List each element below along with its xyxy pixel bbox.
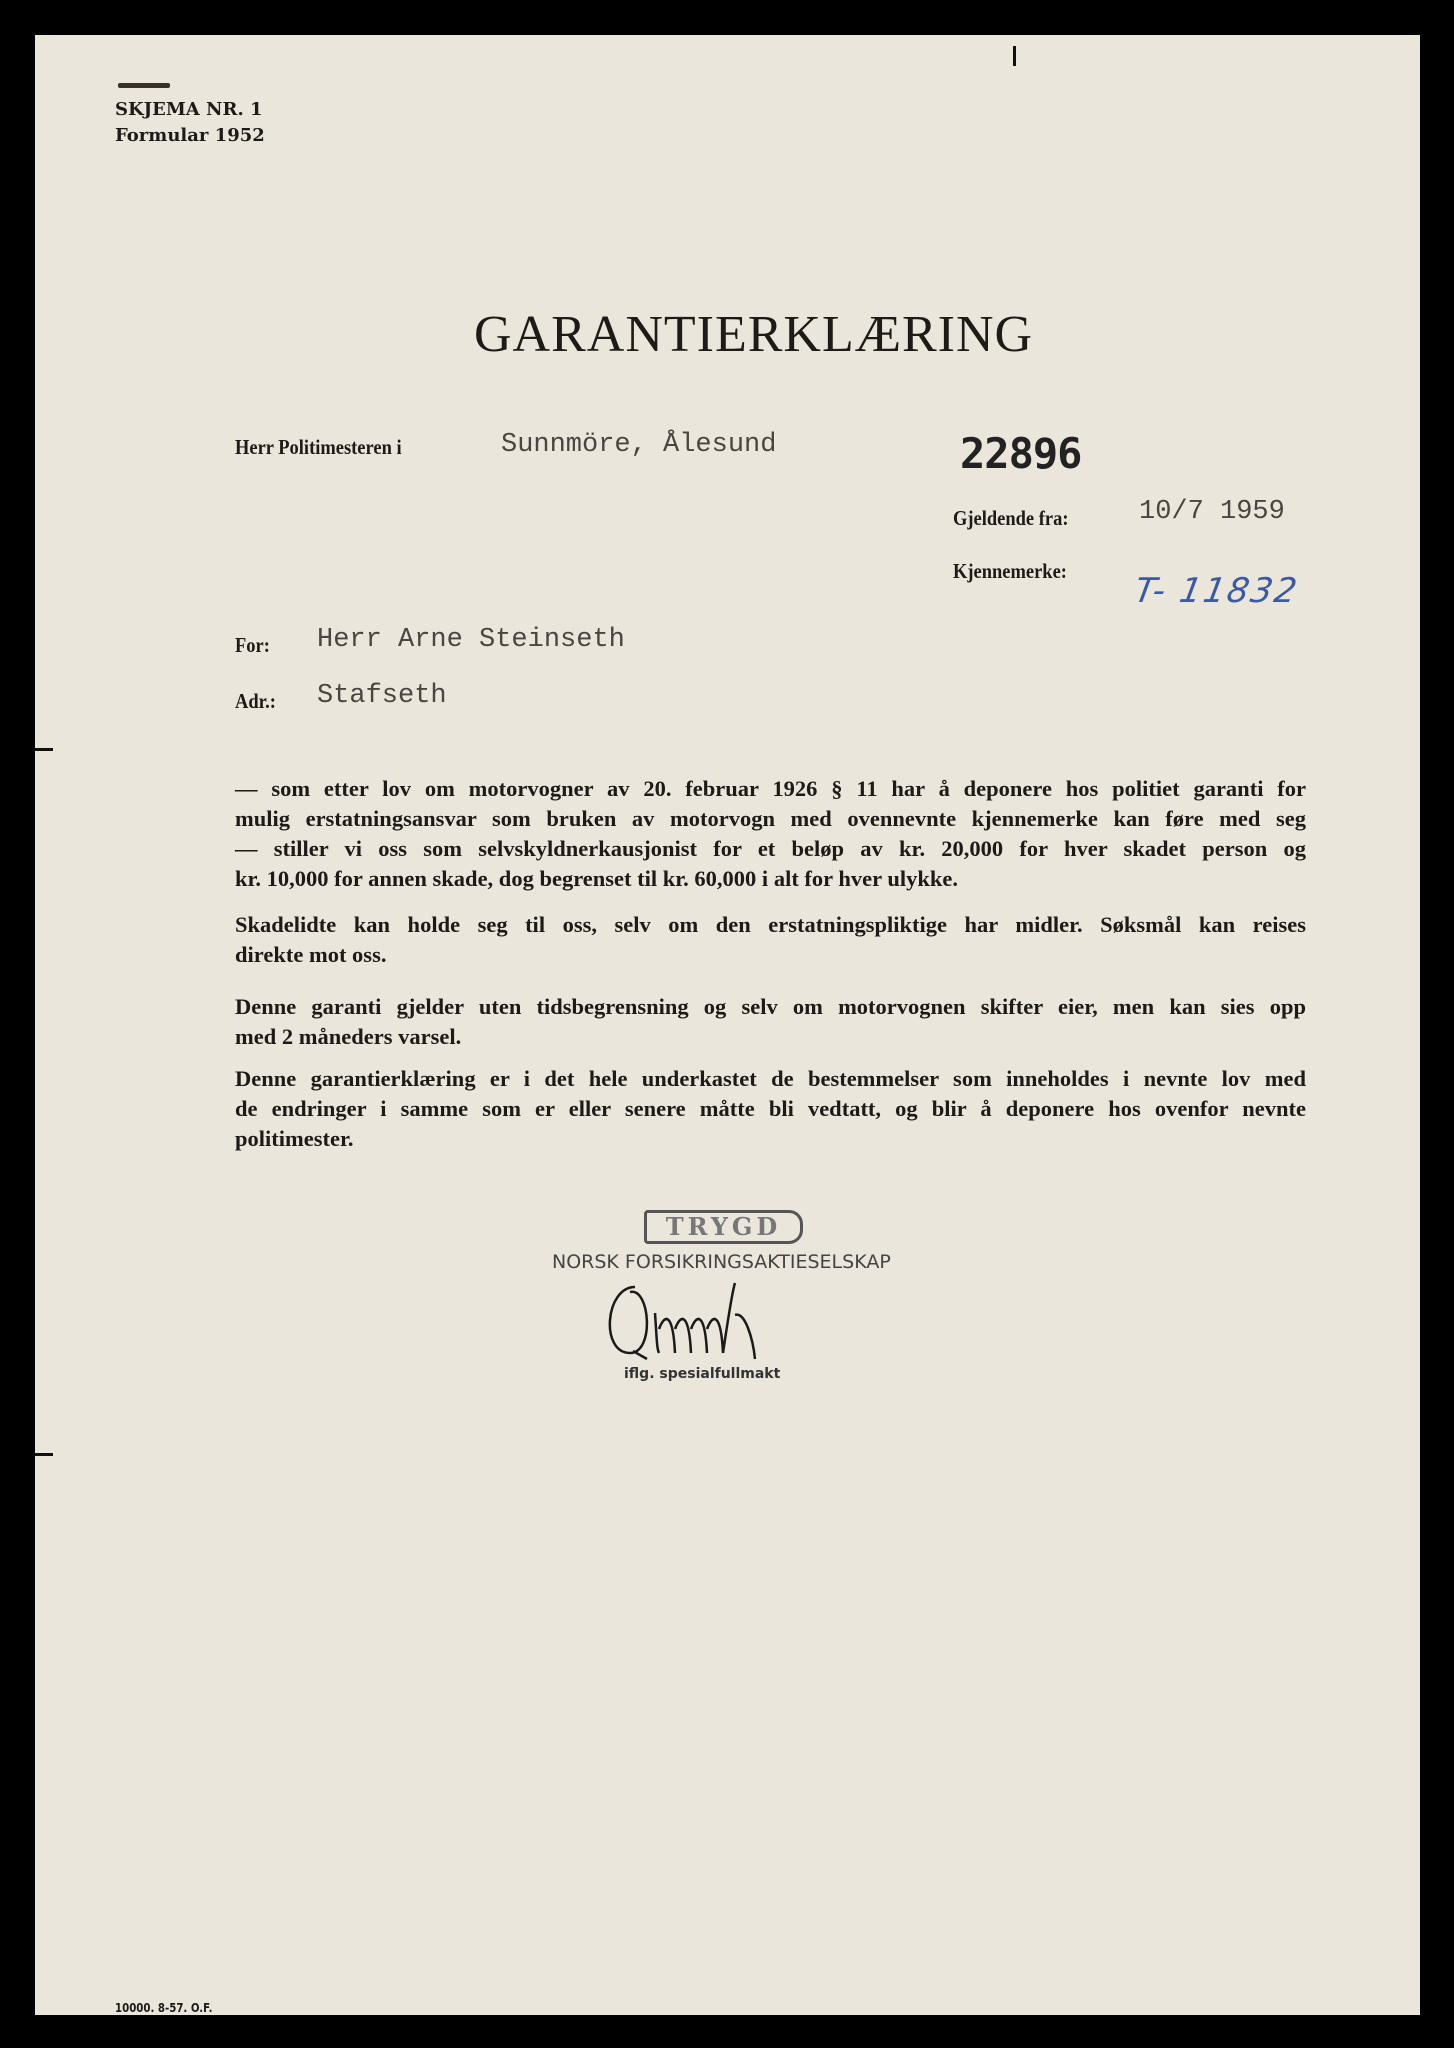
authorization-note: iflg. spesialfullmakt (624, 1366, 781, 1382)
valid-from-value: 10/7 1959 (1139, 497, 1285, 527)
print-code: 10000. 8-57. O.F. (115, 2001, 213, 2015)
text-line: politimester. (235, 1126, 354, 1151)
form-year: Formular 1952 (115, 125, 265, 146)
fold-mark (35, 748, 53, 751)
document-title: GARANTIERKLÆRING (474, 306, 1034, 363)
paragraph-liability (235, 774, 1306, 894)
ink-mark (1013, 46, 1016, 66)
text-line: — som etter lov om motorvogner av 20. februar 1926 § 11 har å deponere hos politiet garanti for (235, 776, 1306, 801)
valid-from-label: Gjeldende fra: (953, 506, 1069, 530)
text-line: Skadelidte kan holde seg til oss, selv om den erstatningspliktige har midler. Søksmål kan reises (235, 912, 1306, 937)
company-logo-stamp: TRYGD (644, 1210, 803, 1244)
body-text (235, 774, 1306, 1154)
text-line: — stiller vi oss som selvskyldnerkausjonist for et beløp av kr. 20,000 for hver skadet person og (235, 836, 1306, 861)
recipient-label: Herr Politimesteren i (235, 435, 402, 459)
address-label: Adr.: (235, 689, 276, 713)
for-label: For: (235, 633, 270, 657)
text-line: mulig erstatningsansvar som bruken av motorvogn med ovennevnte kjennemerke kan føre med seg (235, 806, 1306, 831)
text-line: Denne garanti gjelder uten tidsbegrensning og selv om motorvognen skifter eier, men kan sies opp (235, 994, 1306, 1019)
registration-label: Kjennemerke: (953, 559, 1067, 583)
ink-mark (118, 83, 170, 88)
address-value: Stafseth (317, 681, 447, 711)
text-line: med 2 måneders varsel. (235, 1024, 462, 1049)
paragraph-terms (235, 1064, 1306, 1154)
registration-value: T- 11832 (1131, 571, 1302, 611)
paragraph-injured (235, 910, 1306, 970)
text-line: kr. 10,000 for annen skade, dog begrenset til kr. 60,000 i alt for hver ulykke. (235, 866, 958, 891)
signature (595, 1279, 895, 1361)
fold-mark (35, 1453, 53, 1456)
text-line: Denne garantierklæring er i det hele underkastet de bestemmelser som inneholdes i nevnte lov med (235, 1066, 1306, 1091)
company-name-stamp: NORSK FORSIKRINGSAKTIESELSKAP (552, 1251, 891, 1273)
text-line: direkte mot oss. (235, 942, 387, 967)
text-line: de endringer i samme som er eller senere måtte bli vedtatt, og blir å deponere hos ovenfor nevnte (235, 1096, 1306, 1121)
recipient-value: Sunnmöre, Ålesund (501, 430, 777, 460)
paragraph-duration (235, 992, 1306, 1052)
for-value: Herr Arne Steinseth (317, 625, 625, 655)
document-number: 22896 (960, 429, 1082, 478)
form-number: SKJEMA NR. 1 (115, 99, 263, 120)
document-page (35, 35, 1420, 2015)
